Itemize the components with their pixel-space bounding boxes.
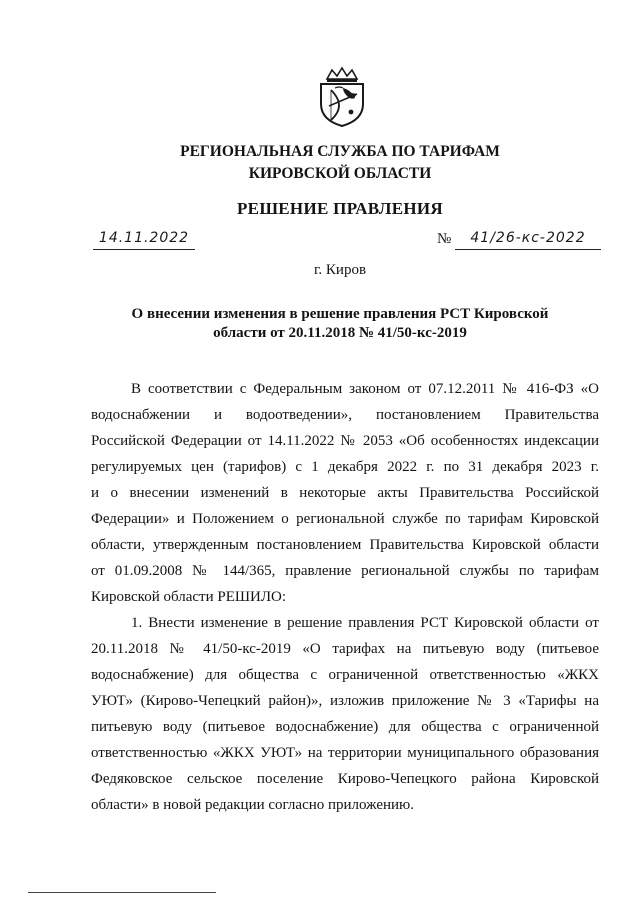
number-sign: № <box>437 231 452 247</box>
footnote-separator <box>28 892 216 893</box>
organization-name-line-2: КИРОВСКОЙ ОБЛАСТИ <box>248 165 432 182</box>
document-number: 41/26-кс-2022 <box>455 230 601 250</box>
paragraph-2-line: ответственностью «ЖКХ УЮТ» на территории муниципального образования <box>91 745 599 761</box>
city-name: г. Киров <box>313 262 367 278</box>
paragraph-1-line: В соответствии с Федеральным законом от 07.12.2011 № 416-ФЗ «О <box>131 381 599 397</box>
paragraph-2-line: Федяковское сельское поселение Кирово-Чепецкого района Кировской <box>91 771 599 787</box>
paragraph-1-line: водоснабжении и водоотведении», постановлением Правительства <box>91 407 599 423</box>
coat-of-arms-icon <box>313 66 371 128</box>
paragraph-2-line: 20.11.2018 № 41/50-кс-2019 «О тарифах на питьевую воду (питьевое <box>91 641 599 657</box>
paragraph-2-line: 1. Внести изменение в решение правления РСТ Кировской области от <box>131 615 599 631</box>
paragraph-2-line: питьевую воду (питьевое водоснабжение) для общества с ограниченной <box>91 719 599 735</box>
document-type-title: РЕШЕНИЕ ПРАВЛЕНИЯ <box>237 199 443 218</box>
paragraph-1-line: Федерации» и Положением о региональной службе по тарифам Кировской <box>91 511 599 527</box>
document-subject: О внесении изменения в решение правления РСТ Кировской области от 20.11.2018 № 41/50-кс-2019 <box>131 306 549 341</box>
paragraph-1-line: от 01.09.2008 № 144/365, правление региональной службы по тарифам <box>91 563 599 579</box>
paragraph-1-line: и о внесении изменений в некоторые акты Правительства Российской <box>91 485 599 501</box>
document-number-block <box>437 230 602 249</box>
document-date: 14.11.2022 <box>93 230 195 250</box>
paragraph-2-line: водоснабжение) для общества с ограниченной ответственностью «ЖКХ <box>91 667 599 683</box>
organization-name-line-1: РЕГИОНАЛЬНАЯ СЛУЖБА ПО ТАРИФАМ <box>180 143 500 160</box>
paragraph-1-line: Кировской области РЕШИЛО: <box>91 589 287 605</box>
paragraph-1-line: области, утвержденным постановлением Правительства Кировской области <box>91 537 599 553</box>
paragraph-2-line: области» в новой редакции согласно приложению. <box>91 797 415 813</box>
paragraph-1-line: регулируемых цен (тарифов) с 1 декабря 2022 г. по 31 декабря 2023 г. <box>91 459 599 475</box>
paragraph-2-line: УЮТ» (Кирово-Чепецкий район)», изложив приложение № 3 «Тарифы на <box>91 693 599 709</box>
paragraph-1-line: Российской Федерации от 14.11.2022 № 2053 «Об особенностях индексации <box>91 433 599 449</box>
